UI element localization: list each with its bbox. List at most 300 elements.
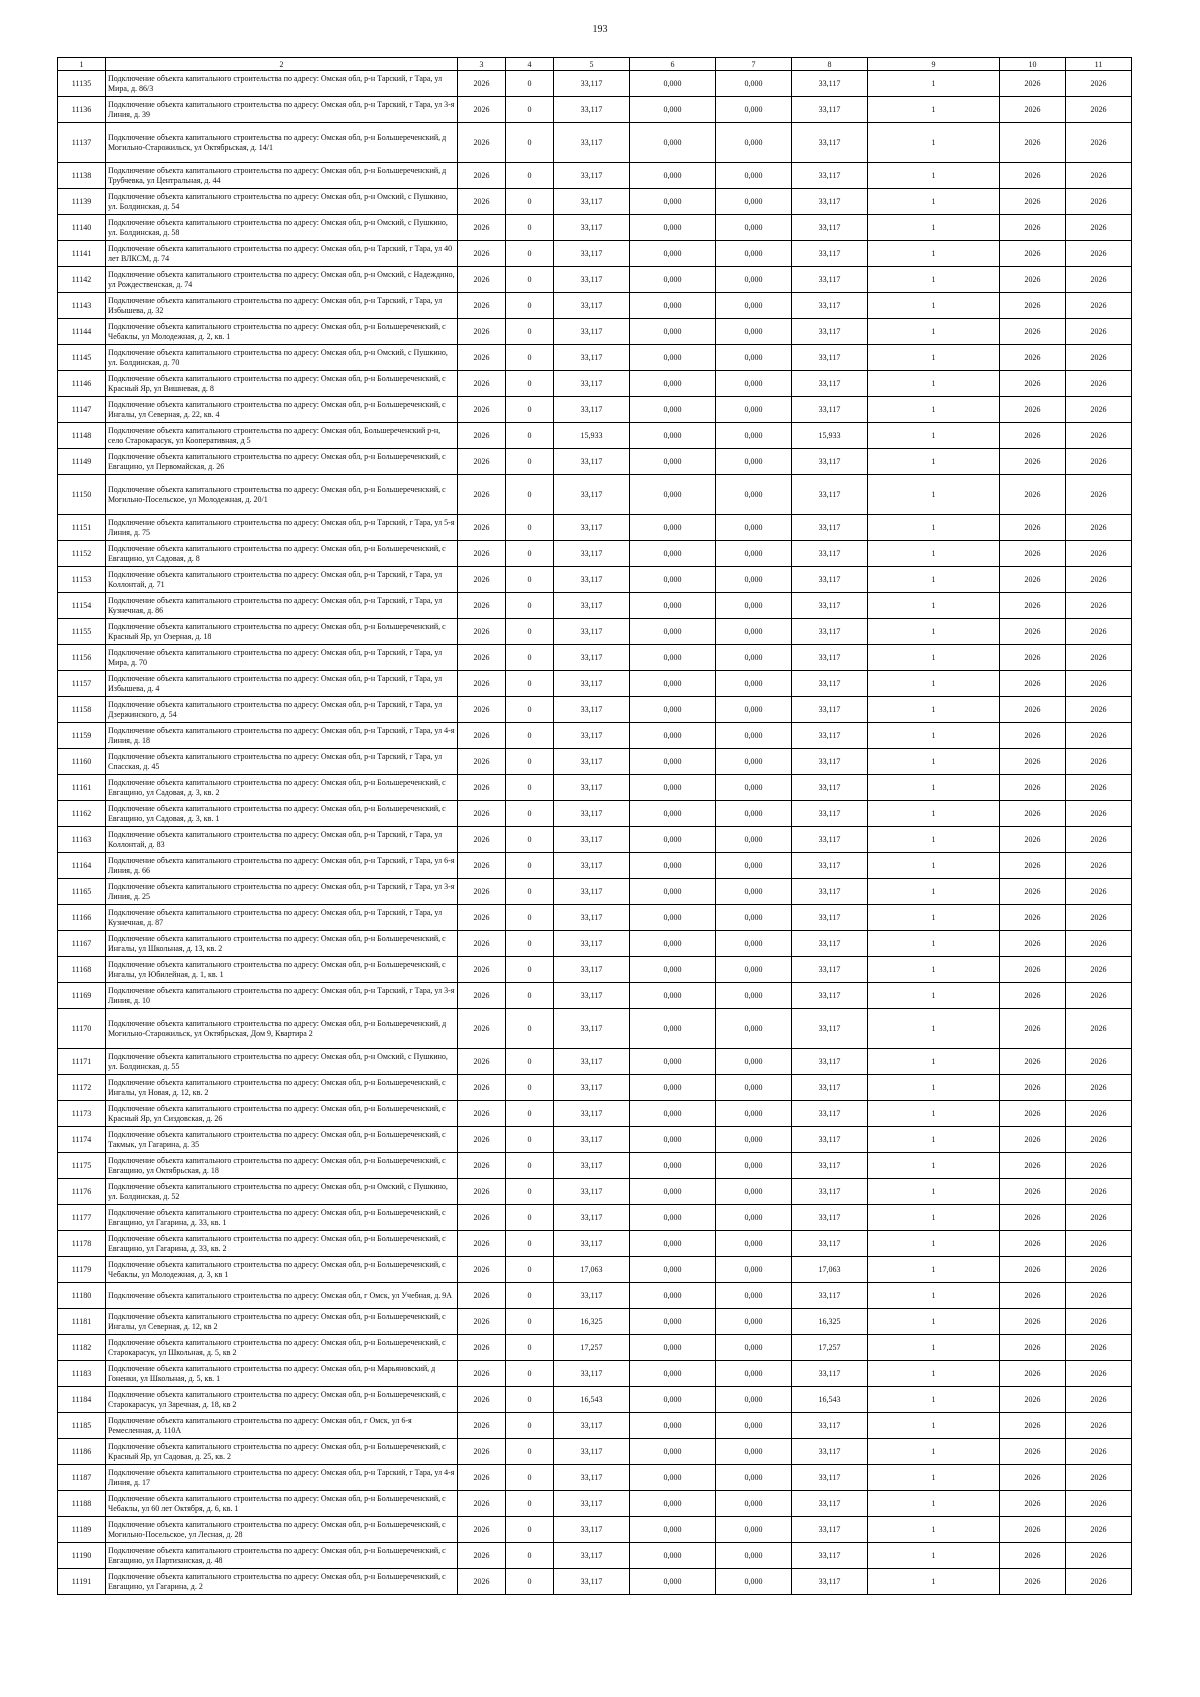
table-row <box>58 1309 1132 1335</box>
col11-year: 2026 <box>1066 671 1132 697</box>
col10-year: 2026 <box>1000 671 1066 697</box>
col5-value: 33,117 <box>554 215 630 241</box>
col6-value: 0,000 <box>630 1517 716 1543</box>
table-row <box>58 1205 1132 1231</box>
col4-value: 0 <box>506 931 554 957</box>
col3-year: 2026 <box>458 163 506 189</box>
table-row <box>58 123 1132 163</box>
col3-year: 2026 <box>458 423 506 449</box>
col9-value: 1 <box>868 1127 1000 1153</box>
col7-value: 0,000 <box>716 1153 792 1179</box>
row-number: 11172 <box>58 1075 106 1101</box>
col3-year: 2026 <box>458 1309 506 1335</box>
object-description: Подключение объекта капитального строительства по адресу: Омская обл, р-н Большереченский, с Красный Яр, ул Озерная, д. 18 <box>106 619 458 645</box>
object-description: Подключение объекта капитального строительства по адресу: Омская обл, р-н Тарский, г Тара, ул 6-я Линия, д. 66 <box>106 853 458 879</box>
col4-value: 0 <box>506 957 554 983</box>
col5-value: 33,117 <box>554 853 630 879</box>
row-number: 11164 <box>58 853 106 879</box>
object-description: Подключение объекта капитального строительства по адресу: Омская обл, Большереченский р-н, село Старокарасук, ул Кооперативная, д 5 <box>106 423 458 449</box>
col11-year: 2026 <box>1066 1465 1132 1491</box>
table-row <box>58 1101 1132 1127</box>
col11-year: 2026 <box>1066 1413 1132 1439</box>
col9-value: 1 <box>868 541 1000 567</box>
row-number: 11185 <box>58 1413 106 1439</box>
table-row <box>58 853 1132 879</box>
col4-value: 0 <box>506 671 554 697</box>
object-description: Подключение объекта капитального строительства по адресу: Омская обл, р-н Большереченский, д Могильно-Старожильск, ул Октябрьская, д. 14/1 <box>106 123 458 163</box>
col4-value: 0 <box>506 775 554 801</box>
col8-value: 33,117 <box>792 645 868 671</box>
col9-value: 1 <box>868 1179 1000 1205</box>
col8-value: 33,117 <box>792 345 868 371</box>
col6-value: 0,000 <box>630 267 716 293</box>
col6-value: 0,000 <box>630 163 716 189</box>
table-row <box>58 1179 1132 1205</box>
object-description: Подключение объекта капитального строительства по адресу: Омская обл, р-н Омский, с Пушкино, ул. Болдинская, д. 52 <box>106 1179 458 1205</box>
row-number: 11138 <box>58 163 106 189</box>
row-number: 11158 <box>58 697 106 723</box>
col7-value: 0,000 <box>716 397 792 423</box>
col4-value: 0 <box>506 345 554 371</box>
col4-value: 0 <box>506 1413 554 1439</box>
column-number-row <box>58 58 1132 71</box>
col7-value: 0,000 <box>716 1569 792 1595</box>
col9-value: 1 <box>868 449 1000 475</box>
col4-value: 0 <box>506 1465 554 1491</box>
object-description: Подключение объекта капитального строительства по адресу: Омская обл, р-н Омский, с Надеждино, ул Рождественская, д. 74 <box>106 267 458 293</box>
object-description: Подключение объекта капитального строительства по адресу: Омская обл, р-н Тарский, г Тара, ул Дзержинского, д. 54 <box>106 697 458 723</box>
col6-value: 0,000 <box>630 853 716 879</box>
row-number: 11147 <box>58 397 106 423</box>
col7-value: 0,000 <box>716 475 792 515</box>
col10-year: 2026 <box>1000 1075 1066 1101</box>
col3-year: 2026 <box>458 97 506 123</box>
col9-value: 1 <box>868 371 1000 397</box>
col5-value: 16,325 <box>554 1309 630 1335</box>
col10-year: 2026 <box>1000 293 1066 319</box>
col6-value: 0,000 <box>630 1049 716 1075</box>
col7-value: 0,000 <box>716 931 792 957</box>
table-row <box>58 423 1132 449</box>
col7-value: 0,000 <box>716 1491 792 1517</box>
col10-year: 2026 <box>1000 1309 1066 1335</box>
row-number: 11168 <box>58 957 106 983</box>
col10-year: 2026 <box>1000 1543 1066 1569</box>
col8-value: 33,117 <box>792 1179 868 1205</box>
row-number: 11170 <box>58 1009 106 1049</box>
col11-year: 2026 <box>1066 293 1132 319</box>
col6-value: 0,000 <box>630 1439 716 1465</box>
col11-year: 2026 <box>1066 449 1132 475</box>
object-description: Подключение объекта капитального строительства по адресу: Омская обл, р-н Тарский, г Тара, ул Избышева, д. 4 <box>106 671 458 697</box>
col6-value: 0,000 <box>630 1009 716 1049</box>
col11-year: 2026 <box>1066 189 1132 215</box>
row-number: 11157 <box>58 671 106 697</box>
col9-value: 1 <box>868 163 1000 189</box>
col4-value: 0 <box>506 879 554 905</box>
col5-value: 33,117 <box>554 1491 630 1517</box>
col5-value: 33,117 <box>554 1543 630 1569</box>
col4-value: 0 <box>506 267 554 293</box>
col10-year: 2026 <box>1000 319 1066 345</box>
col5-value: 33,117 <box>554 1517 630 1543</box>
col5-value: 33,117 <box>554 879 630 905</box>
col7-value: 0,000 <box>716 1413 792 1439</box>
col9-value: 1 <box>868 241 1000 267</box>
table-row <box>58 1283 1132 1309</box>
table-row <box>58 749 1132 775</box>
col5-value: 15,933 <box>554 423 630 449</box>
col10-year: 2026 <box>1000 345 1066 371</box>
col4-value: 0 <box>506 1205 554 1231</box>
col8-value: 33,117 <box>792 397 868 423</box>
col4-value: 0 <box>506 1387 554 1413</box>
col9-value: 1 <box>868 1413 1000 1439</box>
col5-value: 33,117 <box>554 775 630 801</box>
col10-year: 2026 <box>1000 449 1066 475</box>
row-number: 11145 <box>58 345 106 371</box>
col3-year: 2026 <box>458 1101 506 1127</box>
table-row <box>58 1439 1132 1465</box>
col6-value: 0,000 <box>630 345 716 371</box>
col10-year: 2026 <box>1000 1491 1066 1517</box>
col3-year: 2026 <box>458 397 506 423</box>
object-description: Подключение объекта капитального строительства по адресу: Омская обл, р-н Тарский, г Тара, ул 4-я Линия, д. 17 <box>106 1465 458 1491</box>
col8-value: 33,117 <box>792 475 868 515</box>
col10-year: 2026 <box>1000 71 1066 97</box>
col7-value: 0,000 <box>716 1361 792 1387</box>
col9-value: 1 <box>868 1009 1000 1049</box>
col7-value: 0,000 <box>716 1517 792 1543</box>
col4-value: 0 <box>506 697 554 723</box>
col3-year: 2026 <box>458 567 506 593</box>
col3-year: 2026 <box>458 71 506 97</box>
col4-value: 0 <box>506 123 554 163</box>
col11-year: 2026 <box>1066 1257 1132 1283</box>
col3-year: 2026 <box>458 1439 506 1465</box>
col5-value: 17,063 <box>554 1257 630 1283</box>
col9-value: 1 <box>868 475 1000 515</box>
col11-year: 2026 <box>1066 515 1132 541</box>
col6-value: 0,000 <box>630 475 716 515</box>
col3-year: 2026 <box>458 1413 506 1439</box>
col4-value: 0 <box>506 1543 554 1569</box>
col9-value: 1 <box>868 1257 1000 1283</box>
col8-value: 33,117 <box>792 1517 868 1543</box>
col6-value: 0,000 <box>630 397 716 423</box>
col5-value: 33,117 <box>554 801 630 827</box>
col8-value: 33,117 <box>792 983 868 1009</box>
col8-value: 33,117 <box>792 449 868 475</box>
object-description: Подключение объекта капитального строительства по адресу: Омская обл, р-н Большереченский, с Старокарасук, ул Заречная, д. 18, кв 2 <box>106 1387 458 1413</box>
col7-value: 0,000 <box>716 619 792 645</box>
col10-year: 2026 <box>1000 1009 1066 1049</box>
col3-year: 2026 <box>458 541 506 567</box>
table-row <box>58 71 1132 97</box>
table-row <box>58 1153 1132 1179</box>
col4-value: 0 <box>506 983 554 1009</box>
col9-value: 1 <box>868 775 1000 801</box>
col3-year: 2026 <box>458 1517 506 1543</box>
col9-value: 1 <box>868 1569 1000 1595</box>
object-description: Подключение объекта капитального строительства по адресу: Омская обл, г Омск, ул Учебная, д. 9А <box>106 1283 458 1309</box>
col9-value: 1 <box>868 267 1000 293</box>
col5-value: 33,117 <box>554 827 630 853</box>
object-description: Подключение объекта капитального строительства по адресу: Омская обл, р-н Тарский, г Тара, ул 3-я Линия, д. 39 <box>106 97 458 123</box>
col3-year: 2026 <box>458 449 506 475</box>
col7-value: 0,000 <box>716 1387 792 1413</box>
col11-year: 2026 <box>1066 775 1132 801</box>
col11-year: 2026 <box>1066 1127 1132 1153</box>
col8-value: 33,117 <box>792 1283 868 1309</box>
col10-year: 2026 <box>1000 1101 1066 1127</box>
col6-value: 0,000 <box>630 775 716 801</box>
col3-year: 2026 <box>458 1231 506 1257</box>
col11-year: 2026 <box>1066 1075 1132 1101</box>
column-header-9: 9 <box>868 58 1000 71</box>
col11-year: 2026 <box>1066 879 1132 905</box>
col7-value: 0,000 <box>716 671 792 697</box>
object-description: Подключение объекта капитального строительства по адресу: Омская обл, р-н Большереченский, с Ингалы, ул Северная, д. 12, кв 2 <box>106 1309 458 1335</box>
table-row <box>58 671 1132 697</box>
col5-value: 33,117 <box>554 1101 630 1127</box>
col11-year: 2026 <box>1066 827 1132 853</box>
object-description: Подключение объекта капитального строительства по адресу: Омская обл, р-н Омский, с Пушкино, ул. Болдинская, д. 54 <box>106 189 458 215</box>
table-row <box>58 345 1132 371</box>
col9-value: 1 <box>868 1361 1000 1387</box>
object-description: Подключение объекта капитального строительства по адресу: Омская обл, р-н Марьяновский, д Гоненки, ул Школьная, д. 5, кв. 1 <box>106 1361 458 1387</box>
col6-value: 0,000 <box>630 801 716 827</box>
col3-year: 2026 <box>458 1361 506 1387</box>
col10-year: 2026 <box>1000 1361 1066 1387</box>
table-row <box>58 1257 1132 1283</box>
col7-value: 0,000 <box>716 1009 792 1049</box>
col4-value: 0 <box>506 1283 554 1309</box>
table-row <box>58 1127 1132 1153</box>
col5-value: 33,117 <box>554 905 630 931</box>
col10-year: 2026 <box>1000 1335 1066 1361</box>
object-description: Подключение объекта капитального строительства по адресу: Омская обл, р-н Омский, с Пушкино, ул. Болдинская, д. 55 <box>106 1049 458 1075</box>
object-description: Подключение объекта капитального строительства по адресу: Омская обл, р-н Большереченский, с Евгащино, ул Октябрьская, д. 18 <box>106 1153 458 1179</box>
col9-value: 1 <box>868 853 1000 879</box>
col4-value: 0 <box>506 371 554 397</box>
object-description: Подключение объекта капитального строительства по адресу: Омская обл, р-н Большереченский, с Евгащино, ул Партизанская, д. 48 <box>106 1543 458 1569</box>
col10-year: 2026 <box>1000 423 1066 449</box>
object-description: Подключение объекта капитального строительства по адресу: Омская обл, р-н Большереченский, с Ингалы, ул Школьная, д. 13, кв. 2 <box>106 931 458 957</box>
col11-year: 2026 <box>1066 905 1132 931</box>
col6-value: 0,000 <box>630 1205 716 1231</box>
col3-year: 2026 <box>458 697 506 723</box>
table-row <box>58 515 1132 541</box>
col5-value: 33,117 <box>554 1153 630 1179</box>
col9-value: 1 <box>868 71 1000 97</box>
col11-year: 2026 <box>1066 267 1132 293</box>
col5-value: 33,117 <box>554 449 630 475</box>
col5-value: 33,117 <box>554 619 630 645</box>
col4-value: 0 <box>506 475 554 515</box>
col7-value: 0,000 <box>716 983 792 1009</box>
col10-year: 2026 <box>1000 1283 1066 1309</box>
col6-value: 0,000 <box>630 879 716 905</box>
col10-year: 2026 <box>1000 723 1066 749</box>
col8-value: 33,117 <box>792 671 868 697</box>
col3-year: 2026 <box>458 853 506 879</box>
col10-year: 2026 <box>1000 593 1066 619</box>
col8-value: 33,117 <box>792 827 868 853</box>
table-row <box>58 775 1132 801</box>
col9-value: 1 <box>868 515 1000 541</box>
col4-value: 0 <box>506 1101 554 1127</box>
row-number: 11183 <box>58 1361 106 1387</box>
col4-value: 0 <box>506 163 554 189</box>
col3-year: 2026 <box>458 593 506 619</box>
col6-value: 0,000 <box>630 723 716 749</box>
col11-year: 2026 <box>1066 241 1132 267</box>
table-row <box>58 293 1132 319</box>
col11-year: 2026 <box>1066 1153 1132 1179</box>
col10-year: 2026 <box>1000 1049 1066 1075</box>
col3-year: 2026 <box>458 1387 506 1413</box>
col3-year: 2026 <box>458 1205 506 1231</box>
col3-year: 2026 <box>458 983 506 1009</box>
col7-value: 0,000 <box>716 567 792 593</box>
col6-value: 0,000 <box>630 957 716 983</box>
row-number: 11163 <box>58 827 106 853</box>
row-number: 11178 <box>58 1231 106 1257</box>
row-number: 11189 <box>58 1517 106 1543</box>
col5-value: 33,117 <box>554 1465 630 1491</box>
table-row <box>58 645 1132 671</box>
col11-year: 2026 <box>1066 215 1132 241</box>
object-description: Подключение объекта капитального строительства по адресу: Омская обл, р-н Большереченский, с Могильно-Посельское, ул Лесная, д. 28 <box>106 1517 458 1543</box>
object-description: Подключение объекта капитального строительства по адресу: Омская обл, р-н Большереченский, с Чебаклы, ул 60 лет Октября, д. 6, кв. 1 <box>106 1491 458 1517</box>
table-row <box>58 1569 1132 1595</box>
col9-value: 1 <box>868 1335 1000 1361</box>
col10-year: 2026 <box>1000 1257 1066 1283</box>
col6-value: 0,000 <box>630 645 716 671</box>
col6-value: 0,000 <box>630 541 716 567</box>
row-number: 11137 <box>58 123 106 163</box>
object-description: Подключение объекта капитального строительства по адресу: Омская обл, р-н Большереченский, д Могильно-Старожильск, ул Октябрьская, Дом 9, Квартира 2 <box>106 1009 458 1049</box>
col11-year: 2026 <box>1066 345 1132 371</box>
col7-value: 0,000 <box>716 515 792 541</box>
col11-year: 2026 <box>1066 801 1132 827</box>
col5-value: 33,117 <box>554 567 630 593</box>
col10-year: 2026 <box>1000 567 1066 593</box>
object-description: Подключение объекта капитального строительства по адресу: Омская обл, р-н Большереченский, с Евгащино, ул Садовая, д. 8 <box>106 541 458 567</box>
col11-year: 2026 <box>1066 697 1132 723</box>
col4-value: 0 <box>506 71 554 97</box>
col11-year: 2026 <box>1066 319 1132 345</box>
col8-value: 33,117 <box>792 1569 868 1595</box>
col5-value: 33,117 <box>554 1439 630 1465</box>
object-description: Подключение объекта капитального строительства по адресу: Омская обл, р-н Большереченский, с Евгащино, ул Гагарина, д. 2 <box>106 1569 458 1595</box>
col3-year: 2026 <box>458 723 506 749</box>
col5-value: 33,117 <box>554 1009 630 1049</box>
col8-value: 33,117 <box>792 931 868 957</box>
object-description: Подключение объекта капитального строительства по адресу: Омская обл, р-н Большереченский, с Ингалы, ул Новая, д. 12, кв. 2 <box>106 1075 458 1101</box>
col10-year: 2026 <box>1000 1413 1066 1439</box>
col11-year: 2026 <box>1066 541 1132 567</box>
col8-value: 33,117 <box>792 267 868 293</box>
col8-value: 33,117 <box>792 293 868 319</box>
col3-year: 2026 <box>458 957 506 983</box>
col9-value: 1 <box>868 1491 1000 1517</box>
col5-value: 33,117 <box>554 983 630 1009</box>
col9-value: 1 <box>868 319 1000 345</box>
col9-value: 1 <box>868 593 1000 619</box>
col10-year: 2026 <box>1000 931 1066 957</box>
col3-year: 2026 <box>458 1049 506 1075</box>
col4-value: 0 <box>506 723 554 749</box>
col10-year: 2026 <box>1000 241 1066 267</box>
object-description: Подключение объекта капитального строительства по адресу: Омская обл, р-н Тарский, г Тара, ул 3-я Линия, д. 25 <box>106 879 458 905</box>
col8-value: 33,117 <box>792 97 868 123</box>
row-number: 11161 <box>58 775 106 801</box>
col5-value: 33,117 <box>554 1283 630 1309</box>
col9-value: 1 <box>868 1309 1000 1335</box>
row-number: 11148 <box>58 423 106 449</box>
column-header-10: 10 <box>1000 58 1066 71</box>
row-number: 11173 <box>58 1101 106 1127</box>
col9-value: 1 <box>868 957 1000 983</box>
object-description: Подключение объекта капитального строительства по адресу: Омская обл, р-н Большереченский, с Чебаклы, ул Молодежная, д. 3, кв 1 <box>106 1257 458 1283</box>
col10-year: 2026 <box>1000 97 1066 123</box>
object-description: Подключение объекта капитального строительства по адресу: Омская обл, р-н Большереченский, с Евгащино, ул Садовая, д. 3, кв. 2 <box>106 775 458 801</box>
col8-value: 33,117 <box>792 853 868 879</box>
col11-year: 2026 <box>1066 371 1132 397</box>
col8-value: 33,117 <box>792 879 868 905</box>
row-number: 11149 <box>58 449 106 475</box>
table-row <box>58 1465 1132 1491</box>
col9-value: 1 <box>868 827 1000 853</box>
column-header-6: 6 <box>630 58 716 71</box>
row-number: 11186 <box>58 1439 106 1465</box>
table-row <box>58 801 1132 827</box>
col10-year: 2026 <box>1000 215 1066 241</box>
col5-value: 33,117 <box>554 1179 630 1205</box>
table-row <box>58 567 1132 593</box>
col9-value: 1 <box>868 879 1000 905</box>
col5-value: 33,117 <box>554 319 630 345</box>
table-row <box>58 319 1132 345</box>
col10-year: 2026 <box>1000 1517 1066 1543</box>
col8-value: 33,117 <box>792 1231 868 1257</box>
col11-year: 2026 <box>1066 645 1132 671</box>
col3-year: 2026 <box>458 1569 506 1595</box>
col6-value: 0,000 <box>630 1075 716 1101</box>
col10-year: 2026 <box>1000 853 1066 879</box>
column-header-3: 3 <box>458 58 506 71</box>
col9-value: 1 <box>868 123 1000 163</box>
col8-value: 33,117 <box>792 619 868 645</box>
table-row <box>58 1517 1132 1543</box>
col4-value: 0 <box>506 515 554 541</box>
table-row <box>58 241 1132 267</box>
col9-value: 1 <box>868 619 1000 645</box>
col9-value: 1 <box>868 97 1000 123</box>
row-number: 11141 <box>58 241 106 267</box>
col11-year: 2026 <box>1066 1205 1132 1231</box>
col4-value: 0 <box>506 1127 554 1153</box>
col10-year: 2026 <box>1000 541 1066 567</box>
col5-value: 33,117 <box>554 293 630 319</box>
col4-value: 0 <box>506 567 554 593</box>
col7-value: 0,000 <box>716 319 792 345</box>
col6-value: 0,000 <box>630 697 716 723</box>
col7-value: 0,000 <box>716 1257 792 1283</box>
col11-year: 2026 <box>1066 1335 1132 1361</box>
